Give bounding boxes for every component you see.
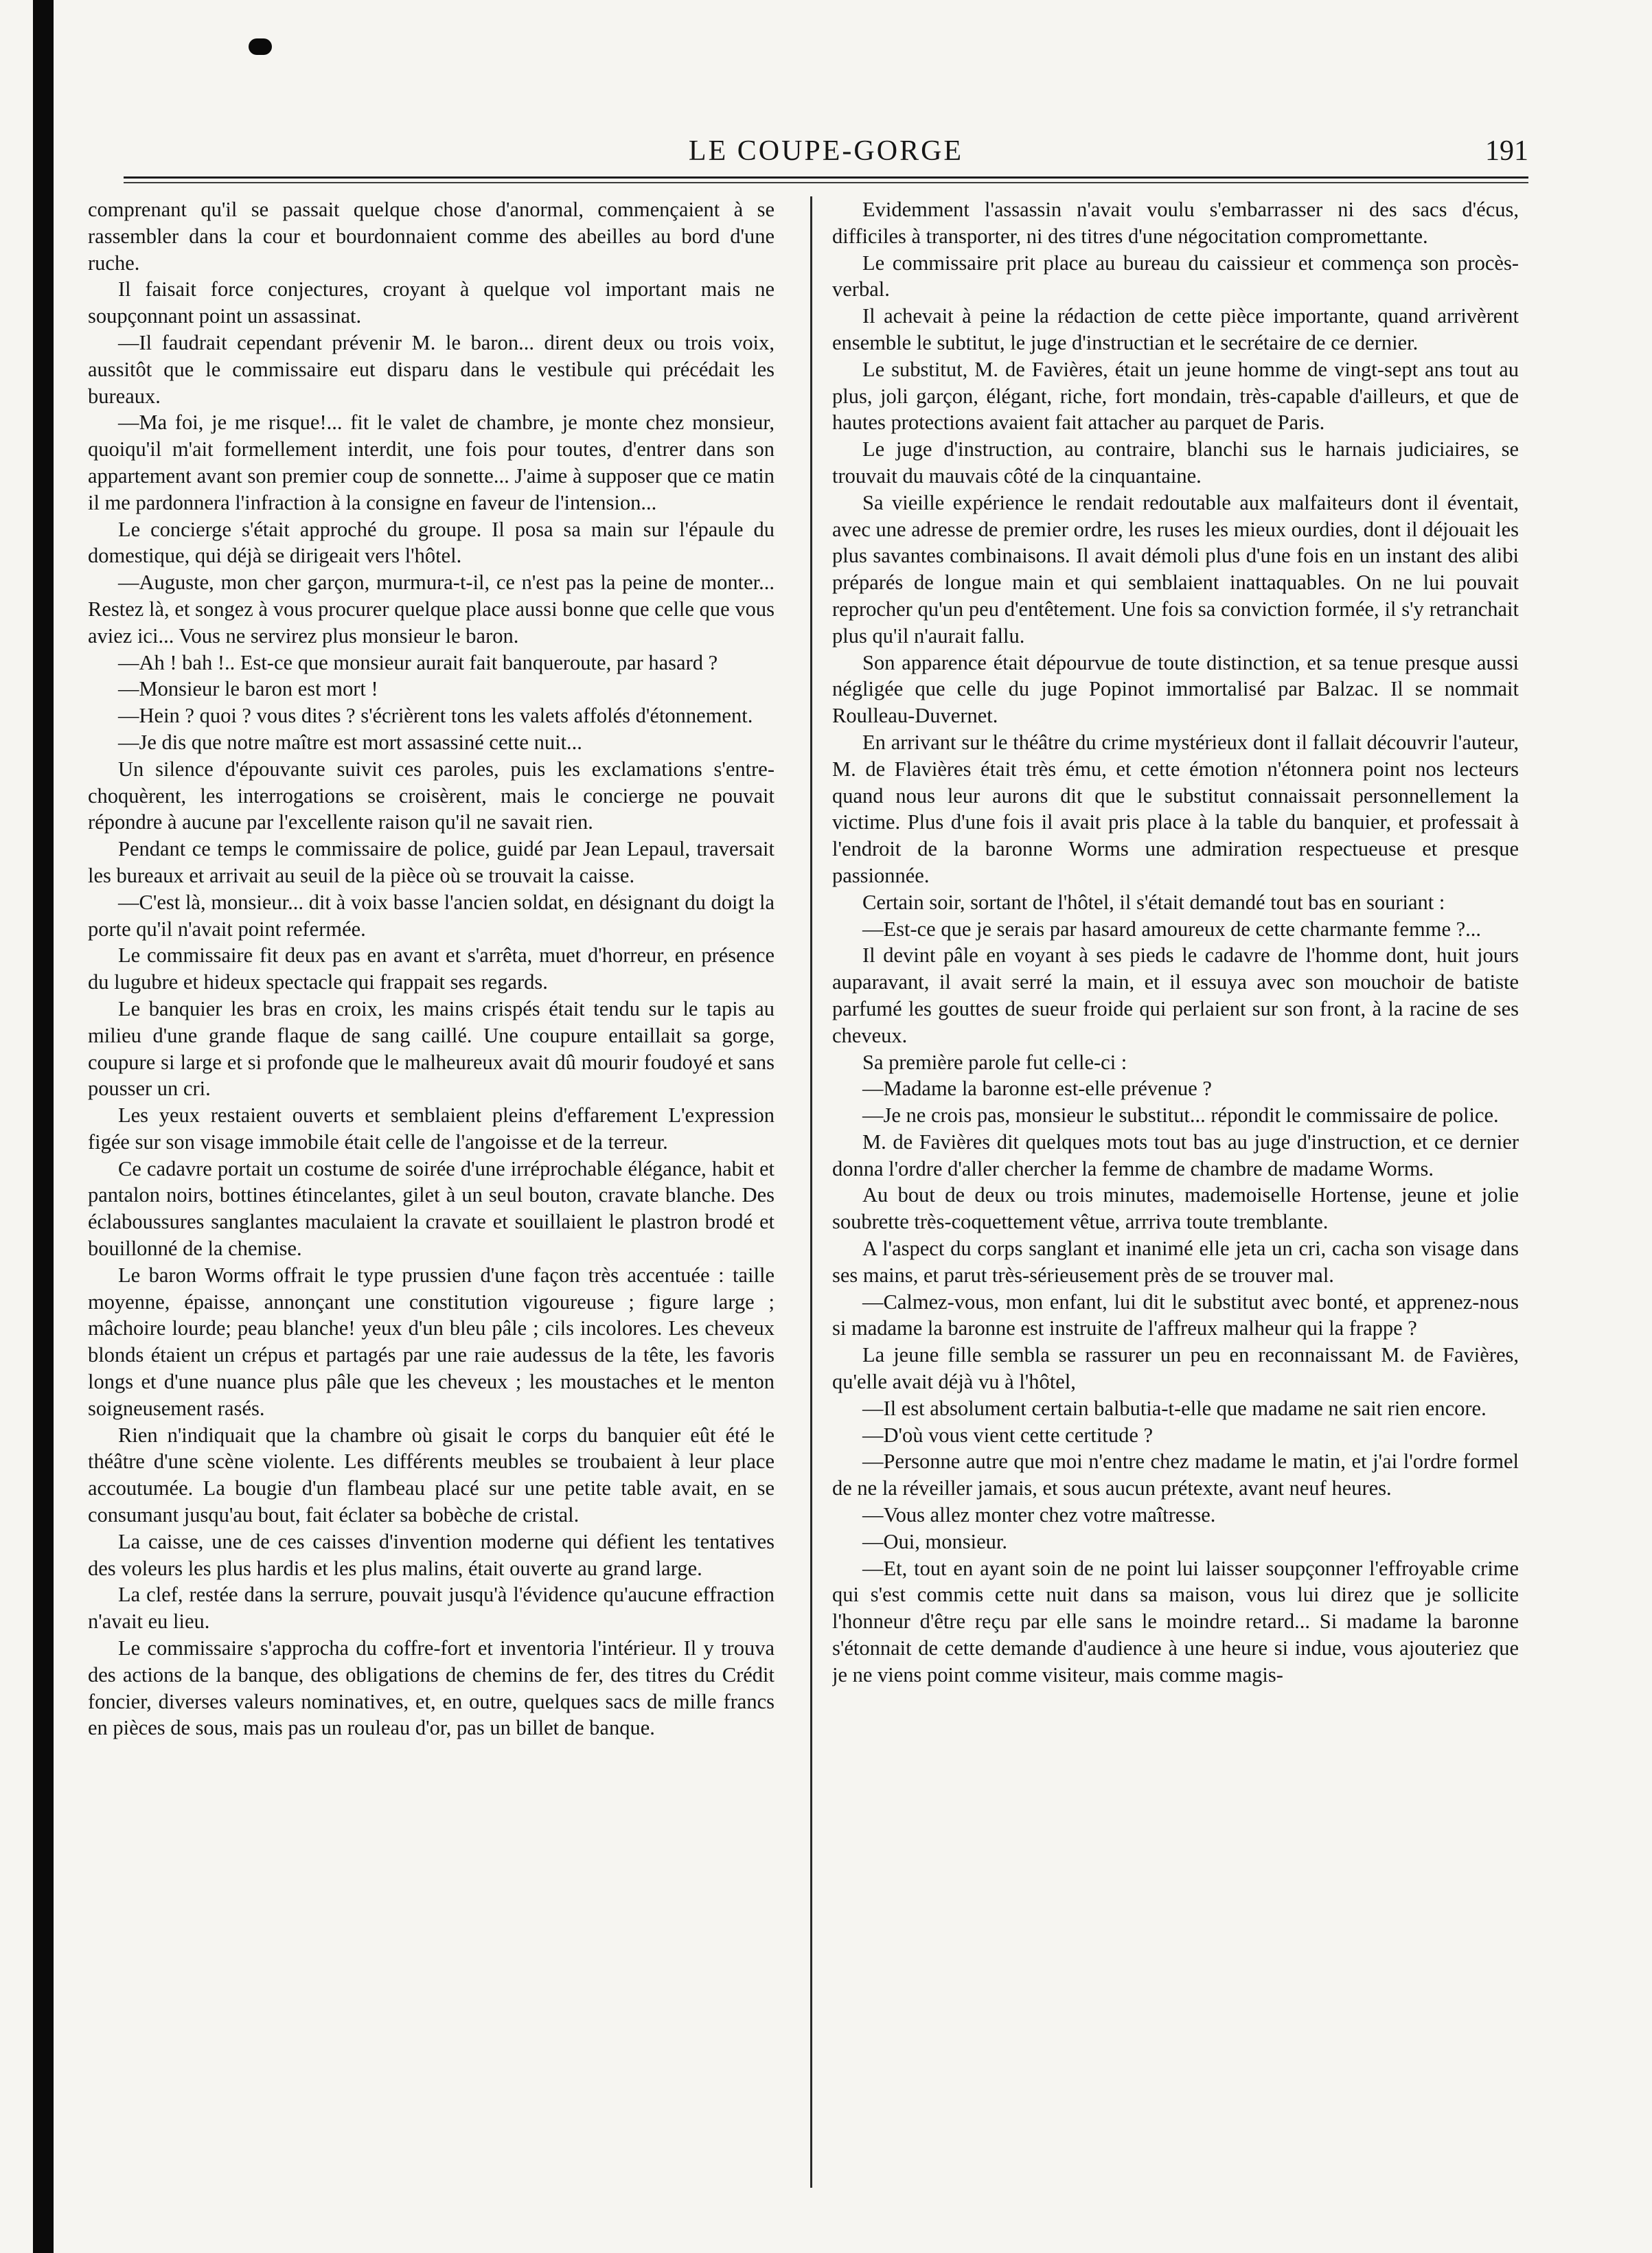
paragraph: —Vous allez monter chez votre maîtresse. <box>862 1503 1216 1527</box>
paragraph: —Il faudrait cependant prévenir M. le baron... dirent deux ou trois voix, aussitôt que le commissaire eut disparu dans le vestibule qui précédait les bureaux. <box>88 330 775 408</box>
paragraph: —Il est absolument certain balbutia-t-elle que madame ne sait rien encore. <box>862 1396 1487 1420</box>
paragraph: Son apparence était dépourvue de toute distinction, et sa tenue presque aussi négligée que celle du juge Popinot immortalisé par Balzac. Il se nommait Roulleau-Duvernet. <box>832 650 1519 728</box>
paragraph: —Auguste, mon cher garçon, murmura-t-il, ce n'est pas la peine de monter... Restez là, et songez à vous procurer quelque place aussi bonne que celle que vous aviez ici... Vous ne servirez plus monsieur le baron. <box>88 571 775 648</box>
paragraph: Evidemment l'assassin n'avait voulu s'embarrasser ni des sacs d'écus, difficiles à transporter, ni des titres d'une négocitation compromettante. <box>832 198 1519 248</box>
paragraph: —C'est là, monsieur... dit à voix basse l'ancien soldat, en désignant du doigt la porte qu'il n'avait point refermée. <box>88 890 775 941</box>
paragraph: Ce cadavre portait un costume de soirée d'une irréprochable élégance, habit et pantalon noirs, bottines étincelantes, gilet à un seul bouton, cravate blanche. Des éclaboussures sanglantes maculaient la cravate et souillaient le plastron brodé et bouillonné de la chemise. <box>88 1156 775 1261</box>
header-rule-thin <box>124 182 1528 183</box>
paragraph: —Oui, monsieur. <box>862 1529 1007 1553</box>
paragraph: Rien n'indiquait que la chambre où gisait le corps du banquier eût été le théâtre d'une scène violente. Les différents meubles se troubaient à leur place accoutumée. La bougie d'un flambeau placé sur une petite table avait, en se consumant jusqu'au bout, fait éclater sa bobèche de cristal. <box>88 1423 775 1527</box>
paragraph: Il faisait force conjectures, croyant à quelque vol important mais ne soupçonnant point un assassinat. <box>88 277 775 328</box>
header-rule <box>124 176 1528 179</box>
paragraph: Certain soir, sortant de l'hôtel, il s'était demandé tout bas en souriant : <box>862 890 1445 914</box>
paragraph: —Est-ce que je serais par hasard amoureux de cette charmante femme ?... <box>862 917 1482 941</box>
paragraph: —Ma foi, je me risque!... fit le valet de chambre, je monte chez monsieur, quoiqu'il m'ait formellement interdit, une fois pour toutes, d'entrer dans son appartement avant son premier coup de sonnette... J'aime à supposer que ce matin il me pardonnera l'infraction à la consigne en faveur de l'intension... <box>88 411 775 514</box>
paragraph: Le substitut, M. de Favières, était un jeune homme de vingt-sept ans tout au plus, joli garçon, élégant, riche, fort mondain, très-capable d'ailleurs, et que de hautes protections avaient fait attacher au parquet de Paris. <box>832 357 1519 435</box>
paragraph: Le commissaire s'approcha du coffre-fort et inventoria l'intérieur. Il y trouva des actions de la banque, des obligations de chemins de fer, des titres du Crédit foncier, diverses valeurs nominatives, et, en outre, quelques sacs de mille francs en pièces de sous, mais pas un rouleau d'or, pas un billet de banque. <box>88 1636 775 1740</box>
paragraph: Le commissaire prit place au bureau du caissieur et commença son procès-verbal. <box>832 251 1519 301</box>
paragraph: Au bout de deux ou trois minutes, mademoiselle Hortense, jeune et jolie soubrette très-coquettement vêtue, arrriva toute tremblante. <box>832 1183 1519 1234</box>
paragraph: comprenant qu'il se passait quelque chose d'anormal, commençaient à se rassembler dans la cour et bourdonnaient comme des abeilles au bord d'une ruche. <box>88 198 775 275</box>
paragraph: Les yeux restaient ouverts et semblaient pleins d'effarement L'expression figée sur son visage immobile était celle de l'angoisse et de la terreur. <box>88 1103 775 1154</box>
paragraph: M. de Favières dit quelques mots tout bas au juge d'instruction, et ce dernier donna l'ordre d'aller chercher la femme de chambre de madame Worms. <box>832 1130 1519 1180</box>
paragraph: Pendant ce temps le commissaire de police, guidé par Jean Lepaul, traversait les bureaux et arrivait au seuil de la pièce où se trouvait la caisse. <box>88 837 775 887</box>
paragraph: Le juge d'instruction, au contraire, blanchi sus le harnais judiciaires, se trouvait du mauvais côté de la cinquantaine. <box>832 437 1519 488</box>
paragraph: Sa vieille expérience le rendait redoutable aux malfaiteurs dont il éventait, avec une adresse de premier ordre, les ruses les mieux ourdies, dont il déjouait les plus savantes combinaisons. Il avait démoli plus d'une fois en un instant des alibi préparés de longue main et qui semblaient inattaquables. On ne lui pouvait reprocher qu'un peu d'entêtement. Une fois sa conviction formée, il s'y retranchait plus qu'il n'aurait fallu. <box>832 490 1519 648</box>
paragraph: —Personne autre que moi n'entre chez madame le matin, et j'ai l'ordre formel de ne la réveiller jamais, et sous aucun prétexte, avant neuf heures. <box>832 1450 1519 1500</box>
paragraph: En arrivant sur le théâtre du crime mystérieux dont il fallait découvrir l'auteur, M. de Flavières était très ému, et cette émotion n'étonnera point nos lecteurs quand nous leur aurons dit que le substitut connaissait personnellement la victime. Plus d'une fois il avait pris place à la table du banquier, et professait à l'endroit de la baronne Worms une admiration respectueuse et presque passionnée. <box>832 730 1519 887</box>
running-header <box>124 132 1528 173</box>
paragraph: Le banquier les bras en croix, les mains crispés était tendu sur le tapis au milieu d'une grande flaque de sang caillé. Une coupure entaillait sa gorge, coupure si large et si profonde que le malheureux avait dû mourir foudoyé et sans pousser un cri. <box>88 996 775 1101</box>
paragraph: —Madame la baronne est-elle prévenue ? <box>862 1077 1212 1101</box>
paragraph: —Calmez-vous, mon enfant, lui dit le substitut avec bonté, et apprenez-nous si madame la baronne est instruite de l'affreux malheur qui la frappe ? <box>832 1290 1519 1340</box>
paragraph: Sa première parole fut celle-ci : <box>862 1050 1127 1074</box>
paragraph: —Hein ? quoi ? vous dites ? s'écrièrent tons les valets affolés d'étonnement. <box>118 704 753 728</box>
running-title: LE COUPE-GORGE <box>688 135 964 167</box>
paragraph: A l'aspect du corps sanglant et inanimé elle jeta un cri, cacha son visage dans ses mains, et parut très-sérieusement près de se trouver mal. <box>832 1237 1519 1287</box>
paragraph: —Je dis que notre maître est mort assassiné cette nuit... <box>118 730 582 754</box>
column-separator <box>810 196 812 2188</box>
ink-mark <box>249 38 272 55</box>
paragraph: Le baron Worms offrait le type prussien d'une façon très accentuée : taille moyenne, épaisse, annonçant une constitution vigoureuse ; figure large ; mâchoire lourde; peau blanche! yeux d'un bleu pâle ; cils incolores. Les cheveux blonds étaient un crépus et partagés par une raie audessus de la tête, les favoris longs et d'une nuance plus pâle que les cheveux ; les moustaches et le menton soigneusement rasés. <box>88 1263 775 1420</box>
paragraph: Il devint pâle en voyant à ses pieds le cadavre de l'homme dont, huit jours auparavant, il avait serré la main, et il essuya avec son mouchoir de batiste parfumé les gouttes de sueur froide qui perlaient sur son front, à la racine de ses cheveux. <box>832 943 1519 1047</box>
paragraph: La clef, restée dans la serrure, pouvait jusqu'à l'évidence qu'aucune effraction n'avait eu lieu. <box>88 1583 775 1634</box>
page-number: 191 <box>1485 135 1528 167</box>
paragraph: La jeune fille sembla se rassurer un peu en reconnaissant M. de Favières, qu'elle avait déjà vu à l'hôtel, <box>832 1343 1519 1394</box>
paragraph: Il achevait à peine la rédaction de cette pièce importante, quand arrivèrent ensemble le subtitut, le juge d'instructian et le secrétaire de ce dernier. <box>832 304 1519 354</box>
left-column <box>88 196 775 2215</box>
paragraph: —Monsieur le baron est mort ! <box>118 677 378 701</box>
paragraph: Le commissaire fit deux pas en avant et s'arrêta, muet d'horreur, en présence du lugubre et hideux spectacle qui frappait ses regards. <box>88 943 775 994</box>
paragraph: La caisse, une de ces caisses d'invention moderne qui défient les tentatives des voleurs les plus hardis et les plus malins, était ouverte au grand large. <box>88 1529 775 1580</box>
right-column <box>832 196 1519 2215</box>
paragraph: Le concierge s'était approché du groupe. Il posa sa main sur l'épaule du domestique, qui déjà se dirigeait vers l'hôtel. <box>88 517 775 568</box>
paragraph: —Et, tout en ayant soin de ne point lui laisser soupçonner l'effroyable crime qui s'est commis cette nuit dans sa maison, vous lui direz que je sollicite l'honneur d'être reçu par elle sans le moindre retard... Si madame la baronne s'étonnait de cette demande d'audience à une heure si indue, vous ajouteriez que je ne viens point comme visiteur, mais comme magis- <box>832 1556 1519 1686</box>
paragraph: —Ah ! bah !.. Est-ce que monsieur aurait fait banqueroute, par hasard ? <box>118 650 718 674</box>
binding-edge <box>33 0 54 2253</box>
paragraph: Un silence d'épouvante suivit ces paroles, puis les exclamations s'entre-choquèrent, les interrogations se croisèrent, mais le concierge ne pouvait répondre à aucune par l'excellente raison qu'il ne savait rien. <box>88 757 775 834</box>
paragraph: —Je ne crois pas, monsieur le substitut... répondit le commissaire de police. <box>862 1103 1499 1128</box>
paragraph: —D'où vous vient cette certitude ? <box>862 1423 1154 1447</box>
